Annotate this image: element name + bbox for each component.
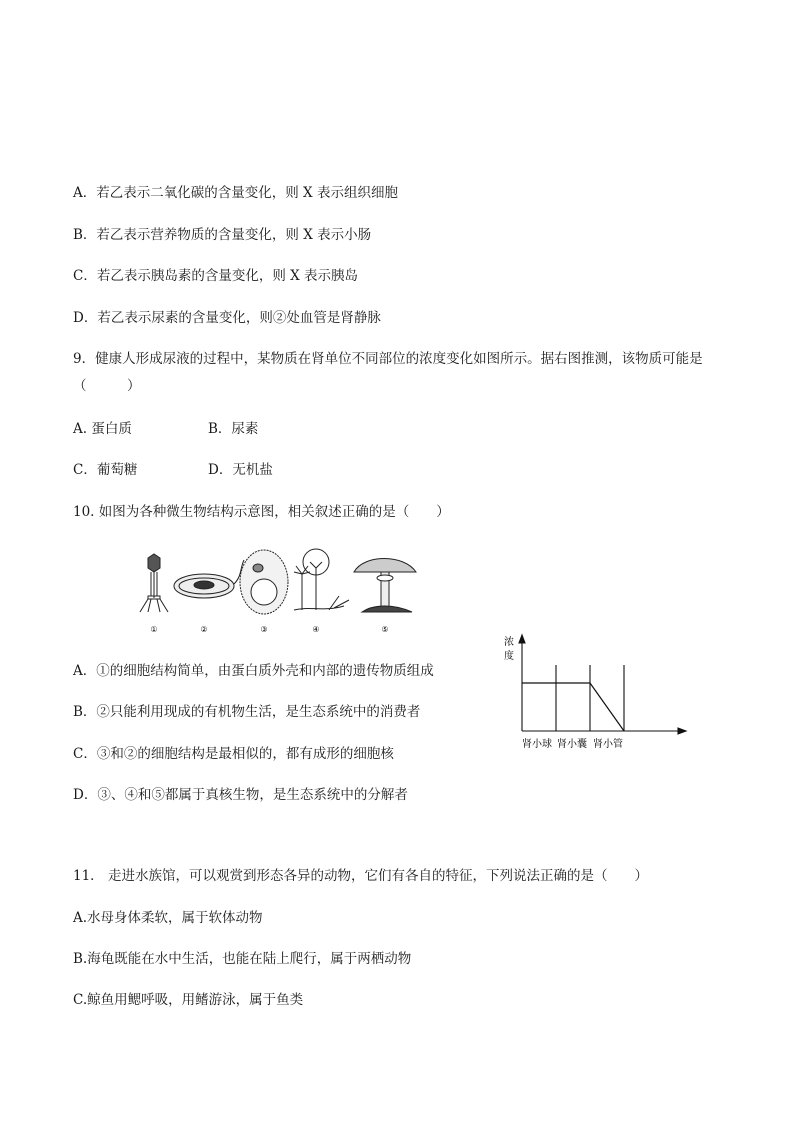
chart-ylabel-1: 浓 [504, 637, 514, 648]
q11-stem: 11． 走进水族馆，可以观赏到形态各异的动物，它们有各自的特征，下列说法正确的是（ ） [73, 868, 648, 884]
q8-option-c: C．若乙表示胰岛素的含量变化，则 X 表示胰岛 [73, 268, 359, 284]
q8-option-a: A．若乙表示二氧化碳的含量变化，则 X 表示组织细胞 [73, 185, 398, 201]
concentration-series-line [522, 683, 624, 731]
q9-option-a: A. 蛋白质 [73, 421, 132, 437]
figure-label-3: ③ [260, 625, 268, 634]
y-axis-arrow [519, 635, 525, 643]
q8-option-b: B．若乙表示营养物质的含量变化，则 X 表示小肠 [73, 227, 372, 243]
x-axis-arrow [678, 728, 686, 734]
q8-option-d: D．若乙表示尿素的含量变化，则②处血管是肾静脉 [73, 310, 381, 326]
q10-option-a: A．①的细胞结构简单，由蛋白质外壳和内部的遗传物质组成 [73, 663, 434, 679]
figure-label-2: ② [200, 625, 208, 634]
microorganism-figure [134, 548, 424, 638]
figure-label-5: ⑤ [381, 625, 389, 634]
q10-stem: 10. 如图为各种微生物结构示意图，相关叙述正确的是（ ） [73, 504, 450, 520]
q10-option-b: B．②只能利用现成的有机物生活，是生态系统中的消费者 [73, 704, 421, 720]
figure-label-4: ④ [312, 625, 320, 634]
virus-drawing [140, 554, 168, 612]
q9-option-d: D．无机盐 [208, 462, 273, 478]
x-tick-capsule: 肾小囊 [557, 739, 587, 750]
concentration-chart [500, 633, 690, 755]
bacterium-drawing [174, 560, 244, 598]
q9-option-b: B．尿素 [208, 421, 259, 437]
q11-option-b: B.海龟既能在水中生活，也能在陆上爬行，属于两栖动物 [73, 951, 412, 967]
mold-drawing [294, 549, 349, 610]
chart-ylabel-2: 度 [504, 651, 514, 662]
mushroom-drawing [354, 559, 416, 613]
q10-option-c: C．③和②的细胞结构是最相似的，都有成形的细胞核 [73, 746, 394, 762]
q11-option-a: A.水母身体柔软，属于软体动物 [73, 910, 263, 926]
yeast-drawing [240, 550, 288, 614]
q9-option-c: C．葡萄糖 [73, 462, 138, 478]
q9-stem: 9．健康人形成尿液的过程中，某物质在肾单位不同部位的浓度变化如图所示。据右图推测，该物质可能是 [73, 351, 703, 367]
q9-paren: （ ） [73, 378, 141, 394]
figure-label-1: ① [150, 625, 158, 634]
x-tick-tubule: 肾小管 [593, 739, 623, 750]
x-tick-glomerulus: 肾小球 [522, 739, 552, 750]
q10-option-d: D．③、④和⑤都属于真核生物，是生态系统中的分解者 [73, 787, 408, 803]
q11-option-c: C.鲸鱼用鳃呼吸，用鳍游泳，属于鱼类 [73, 992, 304, 1008]
